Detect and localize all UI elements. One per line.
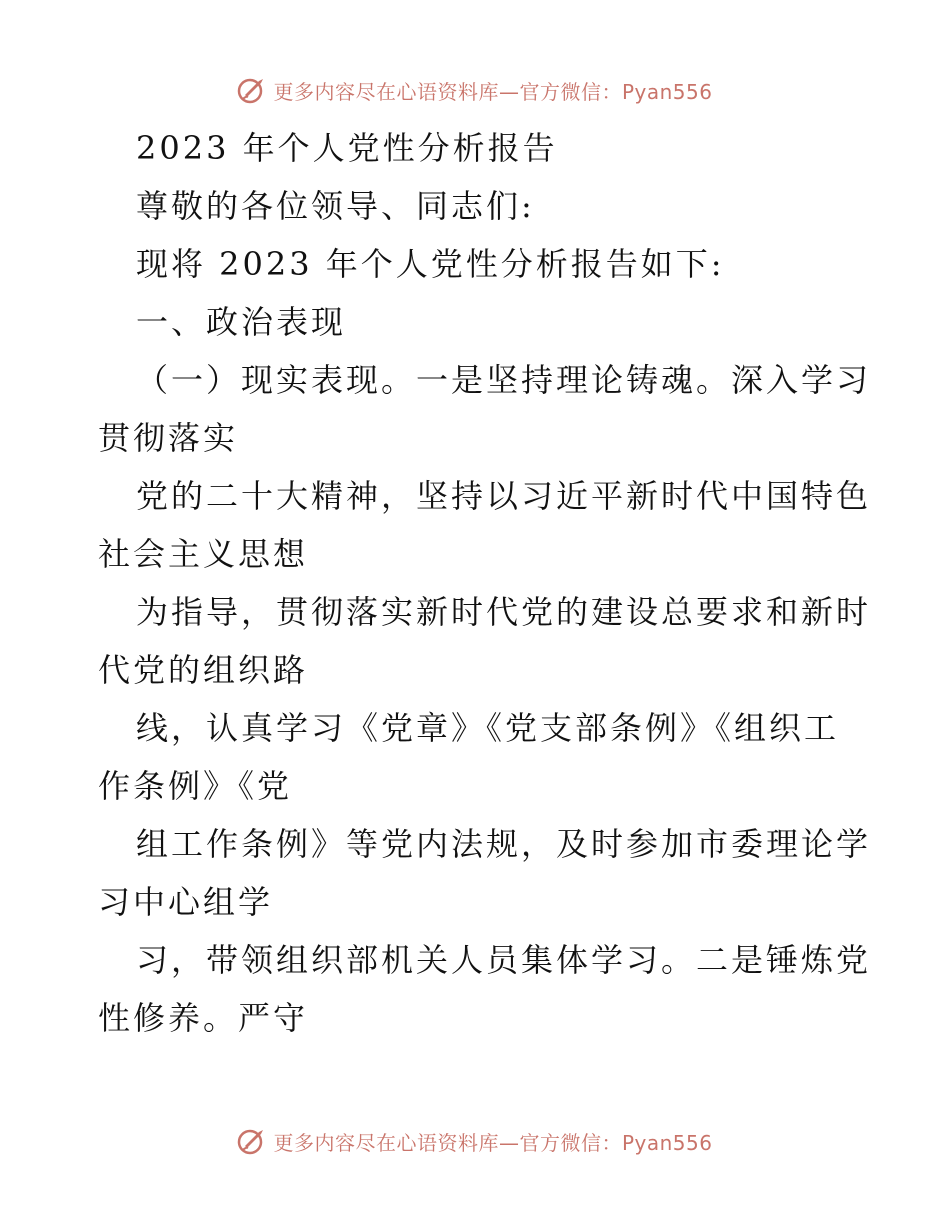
header-watermark-text: 更多内容尽在心语资料库—官方微信：Pyan556 [273, 79, 713, 104]
paragraph-line: 党的二十大精神，坚持以习近平新时代中国特色 [136, 477, 872, 515]
section-heading: 一、政治表现 [136, 303, 347, 341]
footer-watermark-text: 更多内容尽在心语资料库—官方微信：Pyan556 [273, 1130, 713, 1155]
paragraph-line: （一）现实表现。一是坚持理论铸魂。深入学习 [136, 361, 872, 399]
paragraph-line: 作条例》《党 [98, 767, 293, 805]
paragraph-line: 代党的组织路 [98, 651, 309, 689]
paragraph-line: 组工作条例》等党内法规，及时参加市委理论学 [136, 825, 872, 863]
paragraph-line: 性修养。严守 [98, 999, 309, 1037]
paragraph-line: 习，带领组织部机关人员集体学习。二是锤炼党 [136, 941, 872, 979]
footer-watermark [0, 1121, 950, 1161]
quill-seal-icon [237, 1126, 267, 1156]
paragraph-line: 为指导，贯彻落实新时代党的建设总要求和新时 [136, 593, 872, 631]
quill-seal-icon [237, 75, 267, 105]
intro-paragraph: 现将 2023 年个人党性分析报告如下: [136, 245, 725, 283]
paragraph-line: 社会主义思想 [98, 535, 309, 573]
document-title: 2023 年个人党性分析报告 [136, 129, 558, 167]
paragraph-line: 习中心组学 [98, 883, 274, 921]
salutation: 尊敬的各位领导、同志们: [136, 187, 535, 225]
header-watermark [0, 70, 950, 110]
paragraph-line: 贯彻落实 [98, 419, 239, 457]
paragraph-line: 线，认真学习《党章》《党支部条例》《组织工 [136, 709, 840, 747]
